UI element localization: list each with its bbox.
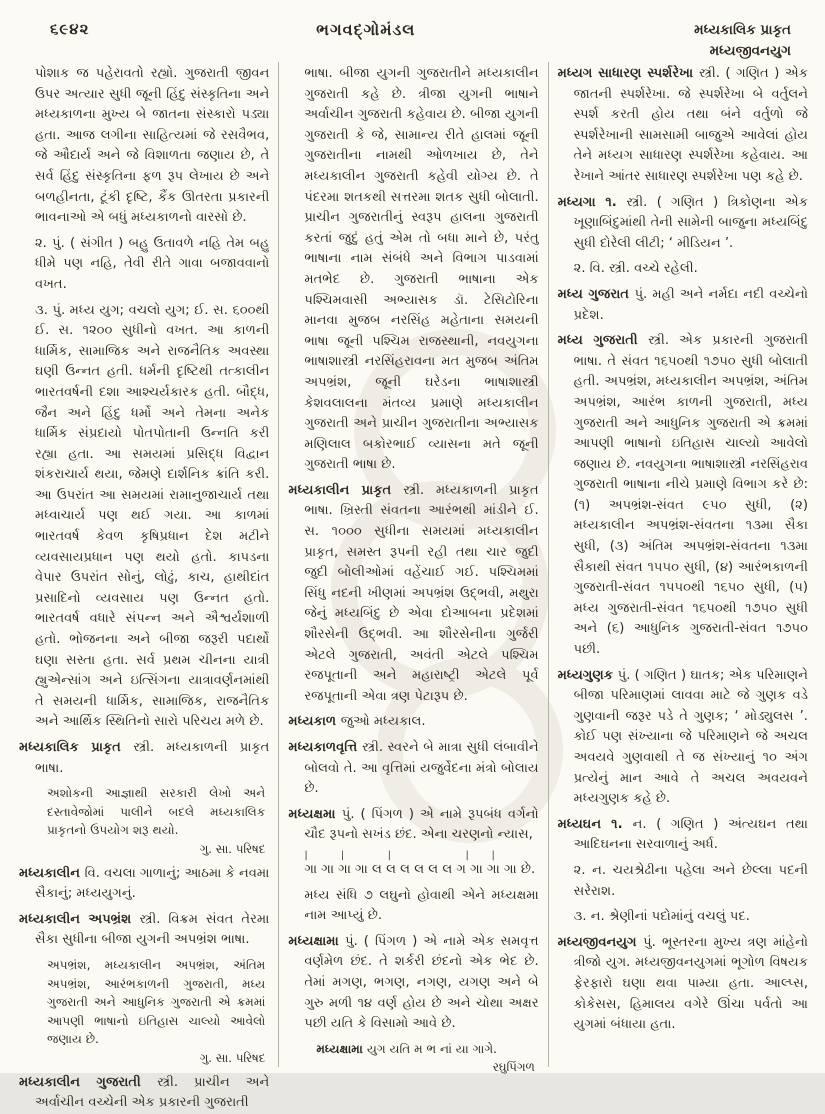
book-title: ભગવદ્ગોમંડલ — [316, 20, 416, 39]
dictionary-entry: મધ્યજીવનયુગ પું. ભૂસ્તરના મુખ્ય ત્રણ માંહેનો ત્રીજો યુગ. મધ્યજીવનયુગમાં ભૂગોળ વિષયક ફેરફારો ઘણા થવા પામ્યા હતા. આલ્પ્સ, કોકેસસ, હિમાલય વગેરે ઊંચા પર્વતો આ યુગમાં બંધાયા હતા. — [557, 934, 808, 1033]
running-head — [694, 20, 791, 62]
entry-headword: મધ્યઘન ૧. — [557, 816, 633, 832]
text-paragraph: | | | | | ગા ગા ગા ગા લ લ લ લ લ લ ગ ગા ગા ગા છે. — [288, 851, 538, 881]
entry-headword: મધ્યકાલિક પ્રાકૃત — [19, 740, 134, 755]
dictionary-entry: મધ્યકાળ જુઓ મધ્યકાલ. — [288, 714, 426, 730]
dictionary-entry: મધ્યકાલીન અપભ્રંશ સ્ત્રી. વિક્રમ સંવત તેરમા સૈકા સુધીના બીજા યુગની અપભ્રંશ ભાષા. — [19, 911, 270, 948]
citation-source: ગુ. સા. પરિષદ — [199, 1050, 266, 1065]
citation-source: ગુ. સા. પરિષદ — [199, 841, 266, 856]
citation-paragraph: મધ્યક્ષામા યુગ યતિ મ ભ નાં યા ગાગે. રઘુપિંગળ — [316, 1040, 534, 1077]
entry-headword: મધ્યકાળ — [288, 714, 341, 730]
dictionary-entry: મધ્યઘન ૧. ન. ( ગણિત ) અંત્યઘન તથા આદિઘનના સરવાળાનું અર્ધ. — [557, 816, 808, 853]
text-paragraph: ૨. પું. ( સંગીત ) બહુ ઉતાવળે નહિ તેમ બહુ ધીમે પણ નહિ, તેવી રીતે ગાવા બજાવવાનો વખત. — [35, 235, 270, 292]
citation-paragraph: અશોકની આજ્ઞાથી સરકારી લેખો અને દસ્તાવેજોમાં પાલીને બદલે મધ્યકાલિક પ્રાકૃતનો ઉપયોગ શરૂ થયો. ગુ. સા. પરિષદ — [47, 784, 265, 858]
dictionary-entry: મધ્યગા ૧. સ્ત્રી. ( ગણિત ) ત્રિકોણના એક ખૂણાબિંદુમાંથી તેની સામેની બાજુના મધ્યબિંદુ સુધી દોરેલી લીટી; ‘ મીડિયન ’. — [557, 194, 808, 251]
entry-headword: મધ્યક્ષમા — [288, 806, 342, 822]
column-2 — [278, 62, 547, 1075]
running-head-first-entry: મધ્યકાલિક પ્રાકૃત — [694, 22, 791, 38]
dictionary-entry: મધ્યક્ષમા પું. ( પિંગળ ) એ નામે રૂપબંધ વર્ગનો ચૌદ રૂપનો સખંડ છંદ. એના ચરણનો ન્યાસ, — [288, 806, 539, 843]
column-3 — [548, 62, 817, 1067]
citation-paragraph: અપભ્રંશ, મધ્યકાલીન અપભ્રંશ, અંતિમ અપભ્રંશ, આરંભકાળની ગુજરાતી, મધ્ય ગુજરાતી અને આધુનિક ગુજરાતી એ ક્રમમાં આપણી ભાષાનો ઇતિહાસ ચાલ્યો આવેલો જણાય છે. ગુ. સા. પરિષદ — [47, 956, 265, 1068]
entry-headword: મધ્ય ગુજરાત — [557, 286, 635, 302]
dictionary-entry: મધ્યકાલિક પ્રાકૃત સ્ત્રી. મધ્યકાળની પ્રાકૃત ભાષા. — [19, 740, 270, 776]
entry-headword: મધ્યકાલીન — [19, 865, 85, 881]
dictionary-entry: મધ્યગુણક પું. ( ગણિત ) ઘાતક; એક પરિમાણને બીજા પરિમાણમાં લાવવા માટે જે ગુણક વડે ગુણવાની જરૂર પડે તે ગુણક; ‘ મોડ્યુલસ ’. કોઈ પણ સંખ્યાના જે પરિમાણને જે અચલ અવયવે ગુણવાથી તે જ સંખ્યાનું ૧૦ અંગ પ્રત્યેનું માન આવે તે અચલ અવયવને મધ્યગુણક કહે છે. — [557, 667, 808, 807]
entry-headword: મધ્યકાલીન ગુજરાતી — [19, 1074, 158, 1090]
text-paragraph: પોશાક જ પહેરાવતો રહ્યો. ગુજરાતી જીવન ઉપર અત્યાર સુધી જૂની હિંદુ સંસ્કૃતિના અને મધ્યકાળના મુખ્ય બે જાતના સંસ્કારો પડ્યા હતા. આજ લગીના સાહિત્યમાં જે રસવૈભવ, જે ઔદાર્ય અને જે વિશાળતા જણાય છે, તે સર્વ હિંદુ સંસ્કૃતિના ફળ રૂપ લેખાય છે અને બળહીનતા, ટૂંકી દૃષ્ટિ, કૈંક ઊતરતા પ્રકારની ભાવનાઓ એ બધું મધ્યકાળનો વારસો છે. — [35, 66, 270, 226]
text-paragraph: ભાષા. બીજા યુગની ગુજરાતીને મધ્યકાલીન ગુજરાતી કહે છે. ત્રીજા યુગની ભાષાને અર્વાચીન ગુજરાતી કહેવાય છે. બીજા યુગની ગુજરાતી કે જે, સામાન્ય રીતે હાલમાં જૂની ગુજરાતીના નામથી ઓળખાય છે, તેને મધ્યકાલીન ગુજરાતી કહેવી યોગ્ય છે. તે પંદરમા શતકથી સત્તરમા શતક સુધી બોલાતી. પ્રાચીન ગુજરાતીનું સ્વરૂપ હાલના ગુજરાતી કરતાં જુદું હતું એમ તો બધા માને છે, પરંતુ ભાષાના નામ સંબંધે અને વિભાગ પાડવામાં મતભેદ છે. ગુજરાતી ભાષાના એક પશ્ચિમવાસી અભ્યાસક ડૉ. ટેસિટોરિના માનવા મુજબ નરસિંહ મહેતાના સમયની ભાષા જૂની પશ્ચિમ રાજસ્થાની, નવયુગના ભાષાશાસ્ત્રી નરસિંહરાવના મત મુજબ અંતિમ અપભ્રંશ, જૂની ઘરેડના ભાષાશાસ્ત્રી કેશવલાલના મંતવ્ય પ્રમાણે મધ્યકાલીન ગુજરાતી અને પ્રાચીન ગુજરાતીના અભ્યાસક મણિલાલ બકોરભાઈ વ્યાસના મતે જૂની ગુજરાતી ભાષા છે. — [304, 66, 539, 473]
dictionary-entry: મધ્યકાલીન વિ. વચલા ગાળાનું; આઠમા કે નવમા સૈકાનું; મધ્યયુગનું. — [19, 865, 270, 902]
page-number: ૬૯૪૨ — [50, 20, 90, 38]
entry-headword: મધ્યજીવનયુગ — [557, 934, 644, 950]
dictionary-entry: મધ્યકાલીન ગુજરાતી સ્ત્રી. પ્રાચીન અને અર્વાચીન વચ્ચેની એક પ્રકારની ગુજરાતી — [19, 1074, 270, 1111]
entry-headword: મધ્યકાલીન અપભ્રંશ — [19, 911, 140, 927]
dictionary-entry: મધ્યકાળવૃત્તિ સ્ત્રી. સ્વરને બે માત્રા સુધી લંબાવીને બોલવો તે. આ વૃત્તિમાં યજુર્વેદના મંત્રો બોલાય છે. — [288, 740, 539, 797]
dictionary-entry: મધ્ય ગુજરાત પું. મહી અને નર્મદા નદી વચ્ચેનો પ્રદેશ. — [557, 286, 808, 323]
text-paragraph: ૩. પું. મધ્ય યુગ; વચલો યુગ; ઈ. સ. ૬૦૦થી ઈ. સ. ૧૨૦૦ સુધીનો વખત. આ કાળની ધાર્મિક, સામાજિક અને રાજનૈતિક અવસ્થા ઘણી ઉન્નત હતી. ધર્મની દૃષ્ટિથી તત્કાલીન ભારતવર્ષની દશા આશ્ચર્યકારક હતી. બૌદ્ધ, જૈન અને હિંદુ ધર્મો અને તેમના અનેક ધાર્મિક સંપ્રદાયો પોતપોતાની ઉન્નતિ કરી રહ્યા હતા. આ સમયમાં પ્રસિદ્ધ વિદ્વાન શંકરાચાર્ય થયા, જેમણે દાર્શનિક ક્રાંતિ કરી. આ ઉપરાંત આ સમયમાં રામાનુજાચાર્ય તથા મધ્વાચાર્ય પણ થઈ ગયા. આ કાળમાં ભારતવર્ષ કેવળ કૃષિપ્રધાન દેશ મટીને વ્યવસાયપ્રધાન પણ થયો હતો. કાપડના વેપાર ઉપરાંત સોનું, લોઢું, કાચ, હાથીદાંત પ્રસાદિનો વ્યવસાય પણ ઉન્નત હતો. ભારતવર્ષ વધારે સંપન્ન અને ઐશ્વર્યશાળી હતો. ભોજનના અને બીજા જરૂરી પદાર્થો ઘણા સસ્તા હતા. સર્વ પ્રથમ ચીનના યાત્રી હ્યુએન્સાંગ અને ઇત્સિંગના યાત્રાવર્ણનમાંથી તે સમયની ધાર્મિક, સામાજિક, રાજનૈતિક અને આર્થિક સ્થિતિનો સારો પરિચય મળે છે. — [35, 302, 270, 730]
text-paragraph: મધ્ય સંધિ ૭ લઘુનો હોવાથી એને મધ્યક્ષમા નામ આપ્યું છે. — [304, 887, 539, 924]
entry-headword: મધ્ય ગુજરાતી — [557, 333, 649, 349]
column-1 — [10, 62, 278, 1111]
entry-headword: મધ્યક્ષામા — [316, 1041, 368, 1056]
text-paragraph: ૨. વિ. સ્ત્રી. વચ્ચે રહેલી. — [573, 261, 698, 277]
entry-headword: મધ્યગુણક — [557, 667, 618, 683]
dictionary-entry: મધ્યકાલીન પ્રાકૃત સ્ત્રી. મધ્યકાળની પ્રાકૃત ભાષા. ખ્રિસ્તી સંવતના આરંભથી માંડીને ઈ. સ. ૧૦૦૦ સુધીના સમયમાં મધ્યકાલીન પ્રાકૃત, સમસ્ત રૂપની રહી તથા ચાર જુદી જુદી બોલીઓમાં વહેંચાઈ ગઈ. પશ્ચિમમાં સિંધુ નદની ખીણમાં અપભ્રંશ ઉદ્ભવી, મથુરા જેનું મધ્યબિંદુ છે એવા દોઆબના પ્રદેશમાં શૌરસેની ઉદ્ભવી. આ શૌરસેનીના ગુર્જરી એટલે ગુજરાતી, અવંતી એટલે પશ્ચિમ રજપૂતાની અને મહારાષ્ટ્રી એટલે પૂર્વ રજપૂતાની એવા ત્રણ પેટારૂપ છે. — [288, 482, 539, 704]
dictionary-entry: મધ્યક્ષામા પું. ( પિંગળ ) એ નામે એક સમવૃત્ત વર્ણમેળ છંદ. તે શર્કરી છંદનો એક ભેદ છે. તેમાં મગણ, ભગણ, નગણ, યગણ અને બે ગુરુ મળી ૧૪ વર્ણ હોય છે અને ચોથા અક્ષર પછી યતિ કે વિસામો આવે છે. — [288, 933, 539, 1032]
entry-headword: મધ્યકાળવૃત્તિ — [288, 740, 363, 755]
entry-headword: મધ્યગ સાધારણ સ્પર્શરેખા — [557, 66, 700, 81]
prosody-tick-marks: | | | | | — [304, 849, 497, 861]
entry-headword: મધ્યગા ૧. — [557, 194, 627, 210]
dictionary-entry: મધ્યગ સાધારણ સ્પર્શરેખા સ્ત્રી. ( ગણિત ) એક જાતની સ્પર્શરેખા. જે સ્પર્શરેખા બે વર્તુલને સ્પર્શ કરતી હોય તથા બંને વર્તુળો જે સ્પર્શરેખાની સામસામી બાજુએ આવેલાં હોય તેને મધ્યગ સાધારણ સ્પર્શરેખા કહેવાય. આ રેખાને આંતર સાધારણ સ્પર્શરેખા પણ કહે છે. — [557, 66, 808, 184]
dictionary-entry: મધ્ય ગુજરાતી સ્ત્રી. એક પ્રકારની ગુજરાતી ભાષા. તે સંવત ૧૬૫૦થી ૧૭૫૦ સુધી બોલાતી હતી. અપભ્રંશ, મધ્યકાલીન અપભ્રંશ, અંતિમ અપભ્રંશ, આરંભ કાળની ગુજરાતી, મધ્ય ગુજરાતી અને આધુનિક ગુજરાતી એ ક્રમમાં આપણી ભાષાનો ઇતિહાસ ચાલ્યો આવેલો જણાય છે. નવયુગના ભાષાશાસ્ત્રી નરસિંહરાવ ગુજરાતી ભાષાના નીચે પ્રમાણે વિભાગ કરે છે: (૧) અપભ્રંશ-સંવત ૯૫૦ સુધી, (૨) મધ્યકાલીન અપભ્રંશ-સંવતના ૧૩મા સૈકા સુધી, (૩) અંતિમ અપભ્રંશ-સંવતના ૧૩મા સૈકાથી સંવત ૧૫૫૦ સુધી, (૪) આરંભકાળની ગુજરાતી-સંવત ૧૫૫૦થી ૧૬૫૦ સુધી, (૫) મધ્ય ગુજરાતી-સંવત ૧૬૫૦થી ૧૭૫૦ સુધી અને (૬) આધુનિક ગુજરાતી-સંવત ૧૭૫૦ પછી. — [557, 333, 808, 658]
text-body — [10, 62, 817, 1111]
text-paragraph: ૩. ન. શ્રેણીનાં પદોમાંનું વચલું પદ. — [573, 909, 750, 925]
page-header — [0, 0, 825, 62]
entry-headword: મધ્યકાલીન પ્રાકૃત — [288, 482, 404, 498]
entry-headword: મધ્યક્ષામા — [288, 933, 346, 949]
running-head-last-entry: મધ્યજીવનયુગ — [709, 42, 791, 59]
text-paragraph: ૨. ન. ચયશ્રેઢીના પહેલા અને છેલ્લા પદની સરેરાશ. — [573, 862, 808, 899]
citation-source: રઘુપિંગળ — [492, 1060, 535, 1075]
